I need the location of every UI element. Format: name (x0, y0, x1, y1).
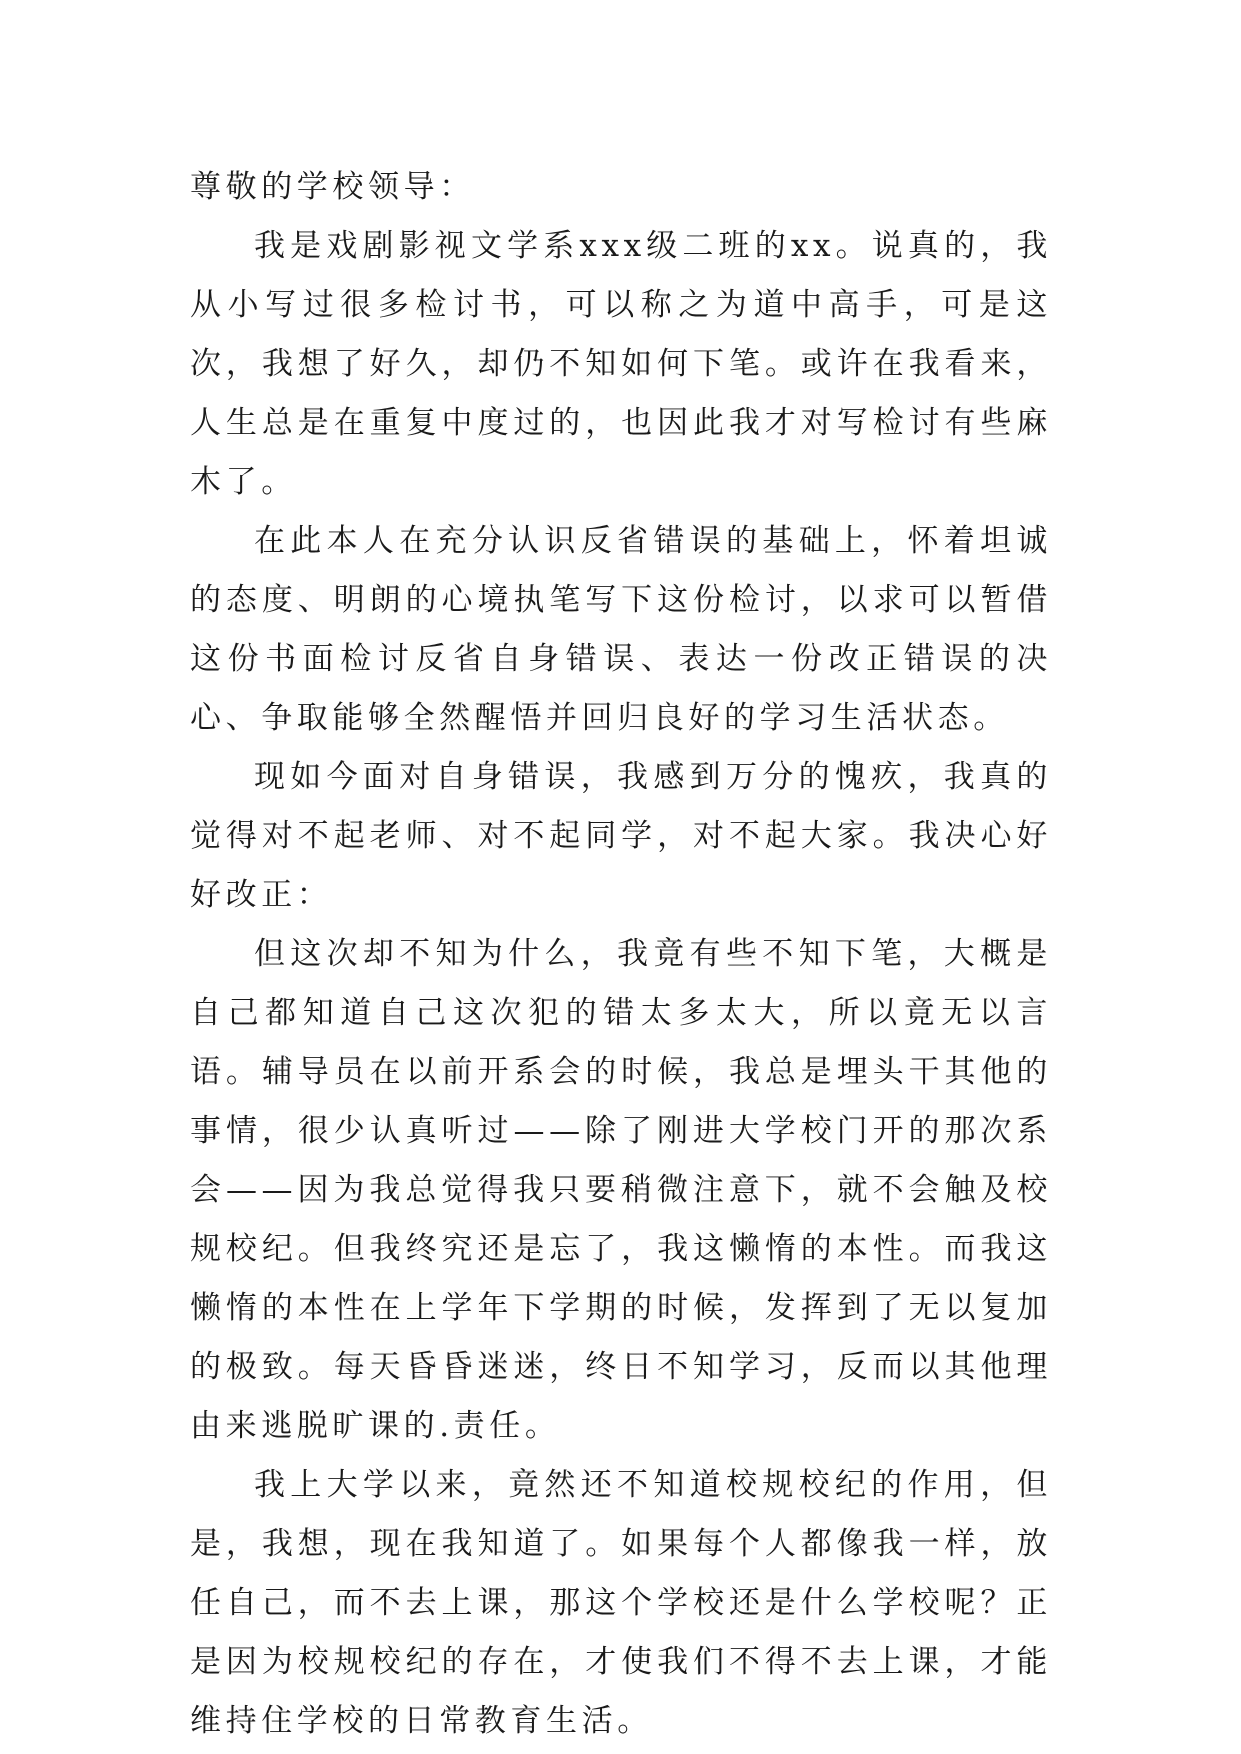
paragraph-apology: 现如今面对自身错误，我感到万分的愧疚，我真的觉得对不起老师、对不起同学，对不起大家。我决心好好改正： (190, 759, 1052, 913)
salutation: 尊敬的学校领导： (190, 169, 475, 205)
paragraph-conclusion: 我上大学以来，竟然还不知道校规校纪的作用，但是，我想，现在我知道了。如果每个人都像我一样，放任自己，而不去上课，那这个学校还是什么学校呢？正是因为校规校纪的存在，才使我们不得不去上课，才能维持住学校的日常教育生活。 (190, 1467, 1052, 1739)
paragraph-intro: 我是戏剧影视文学系xxx级二班的xx。说真的，我从小写过很多检讨书，可以称之为道中高手，可是这次，我想了好久，却仍不知如何下笔。或许在我看来，人生总是在重复中度过的，也因此我才对写检讨有些麻木了。 (190, 228, 1052, 500)
paragraph-reflection: 在此本人在充分认识反省错误的基础上，怀着坦诚的态度、明朗的心境执笔写下这份检讨，以求可以暂借这份书面检讨反省自身错误、表达一份改正错误的决心、争取能够全然醒悟并回归良好的学习生活状态。 (190, 523, 1052, 736)
paragraph-explanation: 但这次却不知为什么，我竟有些不知下笔，大概是自己都知道自己这次犯的错太多太大，所以竟无以言语。辅导员在以前开系会的时候，我总是埋头干其他的事情，很少认真听过——除了刚进大学校门开的那次系会——因为我总觉得我只要稍微注意下，就不会触及校规校纪。但我终究还是忘了，我这懒惰的本性。而我这懒惰的本性在上学年下学期的时候，发挥到了无以复加的极致。每天昏昏迷迷，终日不知学习，反而以其他理由来逃脱旷课的.责任。 (190, 936, 1052, 1444)
letter-body (190, 158, 1052, 1751)
